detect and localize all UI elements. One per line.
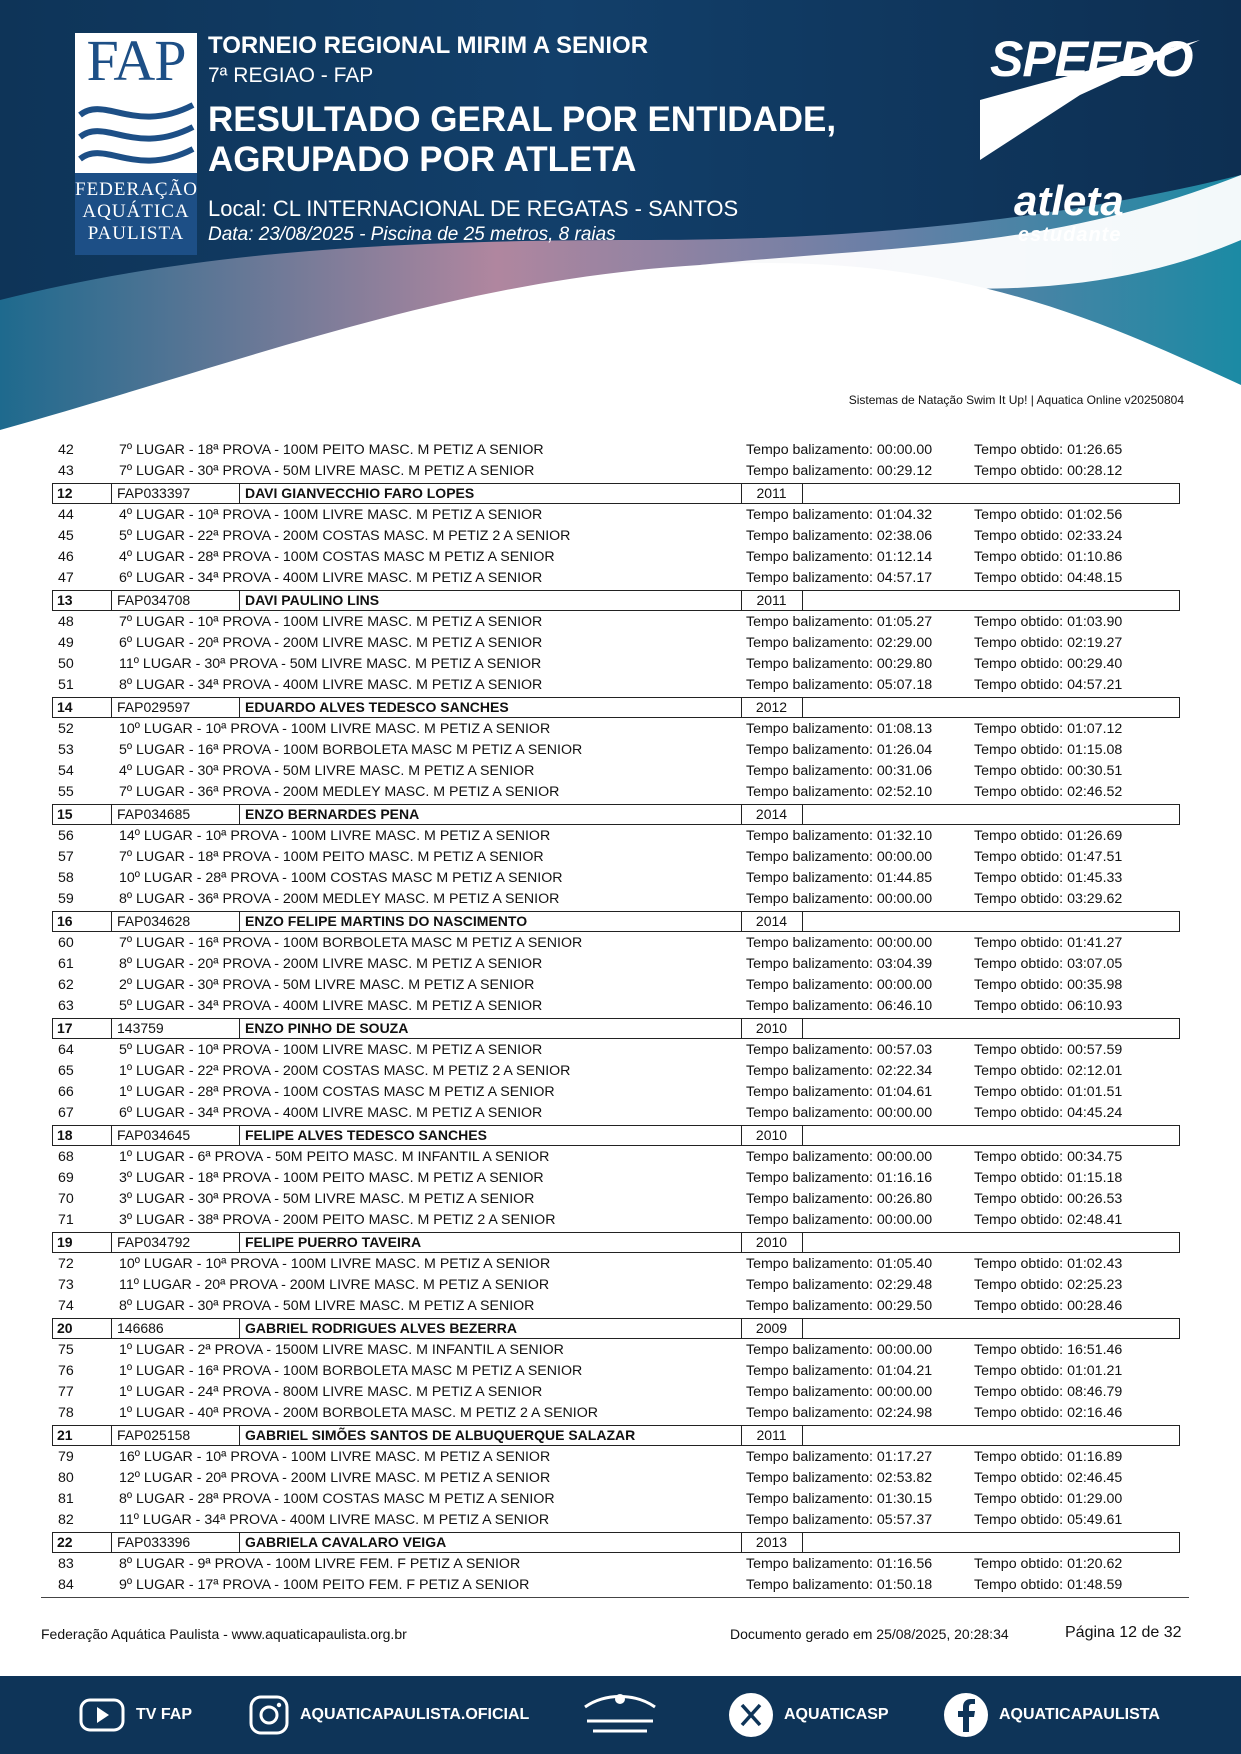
result-row: 56 14º LUGAR - 10ª PROVA - 100M LIVRE MASC. M PETIZ A SENIOR Tempo balizamento: 01:32.10 Tempo obtido: 01:26.69 [58, 828, 1123, 844]
result-row: 55 7º LUGAR - 36ª PROVA - 200M MEDLEY MASC. M PETIZ A SENIOR Tempo balizamento: 02:52.10 Tempo obtido: 02:46.52 [58, 784, 1123, 800]
result-row: 63 5º LUGAR - 34ª PROVA - 400M LIVRE MASC. M PETIZ A SENIOR Tempo balizamento: 06:46.10 Tempo obtido: 06:10.93 [58, 998, 1123, 1014]
result-row: 70 3º LUGAR - 30ª PROVA - 50M LIVRE MASC. M PETIZ A SENIOR Tempo balizamento: 00:26.80 Tempo obtido: 00:26.53 [58, 1191, 1123, 1207]
athlete-header-row: 15 FAP034685 ENZO BERNARDES PENA 2014 [52, 804, 1180, 825]
system-version: Sistemas de Natação Swim It Up! | Aquatica Online v20250804 [848, 393, 1184, 407]
facebook-link[interactable]: AQUATICAPAULISTA [943, 1676, 1160, 1754]
athlete-header-row: 12 FAP033397 DAVI GIANVECCHIO FARO LOPES 2011 [52, 483, 1180, 504]
result-row: 42 7º LUGAR - 18ª PROVA - 100M PEITO MASC. M PETIZ A SENIOR Tempo balizamento: 00:00.00 Tempo obtido: 01:26.65 [58, 442, 1123, 458]
result-row: 52 10º LUGAR - 10ª PROVA - 100M LIVRE MASC. M PETIZ A SENIOR Tempo balizamento: 01:08.13 Tempo obtido: 01:07.12 [58, 721, 1123, 737]
instagram-icon [248, 1694, 290, 1736]
result-row: 75 1º LUGAR - 2ª PROVA - 1500M LIVRE MASC. M INFANTIL A SENIOR Tempo balizamento: 00:00.00 Tempo obtido: 16:51.46 [58, 1342, 1123, 1358]
instagram-link[interactable]: AQUATICAPAULISTA.OFICIAL [248, 1676, 529, 1754]
result-row: 62 2º LUGAR - 30ª PROVA - 50M LIVRE MASC. M PETIZ A SENIOR Tempo balizamento: 00:00.00 Tempo obtido: 00:35.98 [58, 977, 1123, 993]
region-title: 7ª REGIAO - FAP [208, 64, 374, 87]
page-number: Página 12 de 32 [1065, 1624, 1182, 1641]
result-row: 69 3º LUGAR - 18ª PROVA - 100M PEITO MASC. M PETIZ A SENIOR Tempo balizamento: 01:16.16 Tempo obtido: 01:15.18 [58, 1170, 1123, 1186]
result-row: 79 16º LUGAR - 10ª PROVA - 100M LIVRE MASC. M PETIZ A SENIOR Tempo balizamento: 01:17.27 Tempo obtido: 01:16.89 [58, 1449, 1123, 1465]
athlete-header-row: 22 FAP033396 GABRIELA CAVALARO VEIGA 2013 [52, 1532, 1180, 1553]
result-row: 48 7º LUGAR - 10ª PROVA - 100M LIVRE MASC. M PETIZ A SENIOR Tempo balizamento: 01:05.27 Tempo obtido: 01:03.90 [58, 614, 1123, 630]
fap-logo [75, 28, 199, 255]
result-row: 58 10º LUGAR - 28ª PROVA - 100M COSTAS MASC M PETIZ A SENIOR Tempo balizamento: 01:44.85 Tempo obtido: 01:45.33 [58, 870, 1123, 886]
result-row: 64 5º LUGAR - 10ª PROVA - 100M LIVRE MASC. M PETIZ A SENIOR Tempo balizamento: 00:57.03 Tempo obtido: 00:57.59 [58, 1042, 1123, 1058]
result-row: 71 3º LUGAR - 38ª PROVA - 200M PEITO MASC. M PETIZ 2 A SENIOR Tempo balizamento: 00:00.00 Tempo obtido: 02:48.41 [58, 1212, 1123, 1228]
footer-divider [41, 1597, 1189, 1598]
result-row: 53 5º LUGAR - 16ª PROVA - 100M BORBOLETA MASC M PETIZ A SENIOR Tempo balizamento: 01:26.04 Tempo obtido: 01:15.08 [58, 742, 1123, 758]
footer-generated: Documento gerado em 25/08/2025, 20:28:34 [730, 1626, 1009, 1642]
result-row: 68 1º LUGAR - 6ª PROVA - 50M PEITO MASC. M INFANTIL A SENIOR Tempo balizamento: 00:00.00 Tempo obtido: 00:34.75 [58, 1149, 1123, 1165]
tournament-title: TORNEIO REGIONAL MIRIM A SENIOR [208, 32, 649, 59]
regiao-logo [575, 1676, 675, 1754]
result-row: 57 7º LUGAR - 18ª PROVA - 100M PEITO MASC. M PETIZ A SENIOR Tempo balizamento: 00:00.00 Tempo obtido: 01:47.51 [58, 849, 1123, 865]
athlete-header-row: 16 FAP034628 ENZO FELIPE MARTINS DO NASCIMENTO 2014 [52, 911, 1180, 932]
social-bar [0, 1676, 1241, 1754]
result-row: 44 4º LUGAR - 10ª PROVA - 100M LIVRE MASC. M PETIZ A SENIOR Tempo balizamento: 01:04.32 Tempo obtido: 01:02.56 [58, 507, 1123, 523]
athlete-header-row: 14 FAP029597 EDUARDO ALVES TEDESCO SANCHES 2012 [52, 697, 1180, 718]
result-row: 78 1º LUGAR - 40ª PROVA - 200M BORBOLETA MASC. M PETIZ 2 A SENIOR Tempo balizamento: 02:24.98 Tempo obtido: 02:16.46 [58, 1405, 1123, 1421]
page-header [0, 0, 1241, 430]
athlete-header-row: 18 FAP034645 FELIPE ALVES TEDESCO SANCHES 2010 [52, 1125, 1180, 1146]
x-icon [728, 1692, 774, 1738]
location-line: Local: CL INTERNACIONAL DE REGATAS - SANTOS [208, 196, 739, 221]
result-row: 49 6º LUGAR - 20ª PROVA - 200M LIVRE MASC. M PETIZ A SENIOR Tempo balizamento: 02:29.00 Tempo obtido: 02:19.27 [58, 635, 1123, 651]
facebook-icon [943, 1692, 989, 1738]
result-row: 84 9º LUGAR - 17ª PROVA - 100M PEITO FEM. F PETIZ A SENIOR Tempo balizamento: 01:50.18 Tempo obtido: 01:48.59 [58, 1577, 1123, 1593]
result-row: 76 1º LUGAR - 16ª PROVA - 100M BORBOLETA MASC M PETIZ A SENIOR Tempo balizamento: 01:04.21 Tempo obtido: 01:01.21 [58, 1363, 1123, 1379]
results-list [52, 440, 1180, 1596]
report-title: RESULTADO GERAL POR ENTIDADE, AGRUPADO POR ATLETA [208, 100, 837, 179]
fap-logo-subtitle: FEDERAÇÃO AQUÁTICA PAULISTA [75, 173, 197, 255]
athlete-header-row: 17 143759 ENZO PINHO DE SOUZA 2010 [52, 1018, 1180, 1039]
result-row: 61 8º LUGAR - 20ª PROVA - 200M LIVRE MASC. M PETIZ A SENIOR Tempo balizamento: 03:04.39 Tempo obtido: 03:07.05 [58, 956, 1123, 972]
athlete-header-row: 21 FAP025158 GABRIEL SIMÕES SANTOS DE ALBUQUERQUE SALAZAR 2011 [52, 1425, 1180, 1446]
result-row: 67 6º LUGAR - 34ª PROVA - 400M LIVRE MASC. M PETIZ A SENIOR Tempo balizamento: 00:00.00 Tempo obtido: 04:45.24 [58, 1105, 1123, 1121]
result-row: 51 8º LUGAR - 34ª PROVA - 400M LIVRE MASC. M PETIZ A SENIOR Tempo balizamento: 05:07.18 Tempo obtido: 04:57.21 [58, 677, 1123, 693]
swimmer-logo-icon [575, 1687, 665, 1743]
result-row: 66 1º LUGAR - 28ª PROVA - 100M COSTAS MASC M PETIZ A SENIOR Tempo balizamento: 01:04.61 Tempo obtido: 01:01.51 [58, 1084, 1123, 1100]
result-row: 65 1º LUGAR - 22ª PROVA - 200M COSTAS MASC. M PETIZ 2 A SENIOR Tempo balizamento: 02:22.34 Tempo obtido: 02:12.01 [58, 1063, 1123, 1079]
footer-org: Federação Aquática Paulista - www.aquaticapaulista.org.br [41, 1626, 407, 1642]
youtube-icon [78, 1695, 126, 1735]
result-row: 43 7º LUGAR - 30ª PROVA - 50M LIVRE MASC. M PETIZ A SENIOR Tempo balizamento: 00:29.12 Tempo obtido: 00:28.12 [58, 463, 1123, 479]
result-row: 77 1º LUGAR - 24ª PROVA - 800M LIVRE MASC. M PETIZ A SENIOR Tempo balizamento: 00:00.00 Tempo obtido: 08:46.79 [58, 1384, 1123, 1400]
result-row: 54 4º LUGAR - 30ª PROVA - 50M LIVRE MASC. M PETIZ A SENIOR Tempo balizamento: 00:31.06 Tempo obtido: 00:30.51 [58, 763, 1123, 779]
result-row: 72 10º LUGAR - 10ª PROVA - 100M LIVRE MASC. M PETIZ A SENIOR Tempo balizamento: 01:05.40 Tempo obtido: 01:02.43 [58, 1256, 1123, 1272]
result-row: 73 11º LUGAR - 20ª PROVA - 200M LIVRE MASC. M PETIZ A SENIOR Tempo balizamento: 02:29.48 Tempo obtido: 02:25.23 [58, 1277, 1123, 1293]
fap-logo-text: FAP [86, 28, 186, 93]
result-row: 50 11º LUGAR - 30ª PROVA - 50M LIVRE MASC. M PETIZ A SENIOR Tempo balizamento: 00:29.80 Tempo obtido: 00:29.40 [58, 656, 1123, 672]
speedo-logo: SPEEDO [990, 31, 1193, 87]
atleta-logo: atleta [1014, 177, 1124, 224]
x-link[interactable]: AQUATICASP [728, 1676, 889, 1754]
athlete-header-row: 13 FAP034708 DAVI PAULINO LINS 2011 [52, 590, 1180, 611]
wave-logo-icon [75, 95, 197, 175]
result-row: 59 8º LUGAR - 36ª PROVA - 200M MEDLEY MASC. M PETIZ A SENIOR Tempo balizamento: 00:00.00 Tempo obtido: 03:29.62 [58, 891, 1123, 907]
result-row: 46 4º LUGAR - 28ª PROVA - 100M COSTAS MASC M PETIZ A SENIOR Tempo balizamento: 01:12.14 Tempo obtido: 01:10.86 [58, 549, 1123, 565]
result-row: 81 8º LUGAR - 28ª PROVA - 100M COSTAS MASC M PETIZ A SENIOR Tempo balizamento: 01:30.15 Tempo obtido: 01:29.00 [58, 1491, 1123, 1507]
estudante-logo: estudante [1018, 224, 1122, 246]
athlete-header-row: 19 FAP034792 FELIPE PUERRO TAVEIRA 2010 [52, 1232, 1180, 1253]
tv-fap-link[interactable]: TV FAP [78, 1676, 192, 1754]
result-row: 80 12º LUGAR - 20ª PROVA - 200M LIVRE MASC. M PETIZ A SENIOR Tempo balizamento: 02:53.82 Tempo obtido: 02:46.45 [58, 1470, 1123, 1486]
result-row: 83 8º LUGAR - 9ª PROVA - 100M LIVRE FEM. F PETIZ A SENIOR Tempo balizamento: 01:16.56 Tempo obtido: 01:20.62 [58, 1556, 1123, 1572]
result-row: 82 11º LUGAR - 34ª PROVA - 400M LIVRE MASC. M PETIZ A SENIOR Tempo balizamento: 05:57.37 Tempo obtido: 05:49.61 [58, 1512, 1123, 1528]
result-row: 47 6º LUGAR - 34ª PROVA - 400M LIVRE MASC. M PETIZ A SENIOR Tempo balizamento: 04:57.17 Tempo obtido: 04:48.15 [58, 570, 1123, 586]
result-row: 74 8º LUGAR - 30ª PROVA - 50M LIVRE MASC. M PETIZ A SENIOR Tempo balizamento: 00:29.50 Tempo obtido: 00:28.46 [58, 1298, 1123, 1314]
athlete-header-row: 20 146686 GABRIEL RODRIGUES ALVES BEZERRA 2009 [52, 1318, 1180, 1339]
result-row: 60 7º LUGAR - 16ª PROVA - 100M BORBOLETA MASC M PETIZ A SENIOR Tempo balizamento: 00:00.00 Tempo obtido: 01:41.27 [58, 935, 1123, 951]
result-row: 45 5º LUGAR - 22ª PROVA - 200M COSTAS MASC. M PETIZ 2 A SENIOR Tempo balizamento: 02:38.06 Tempo obtido: 02:33.24 [58, 528, 1123, 544]
date-line: Data: 23/08/2025 - Piscina de 25 metros, 8 raias [208, 224, 616, 245]
